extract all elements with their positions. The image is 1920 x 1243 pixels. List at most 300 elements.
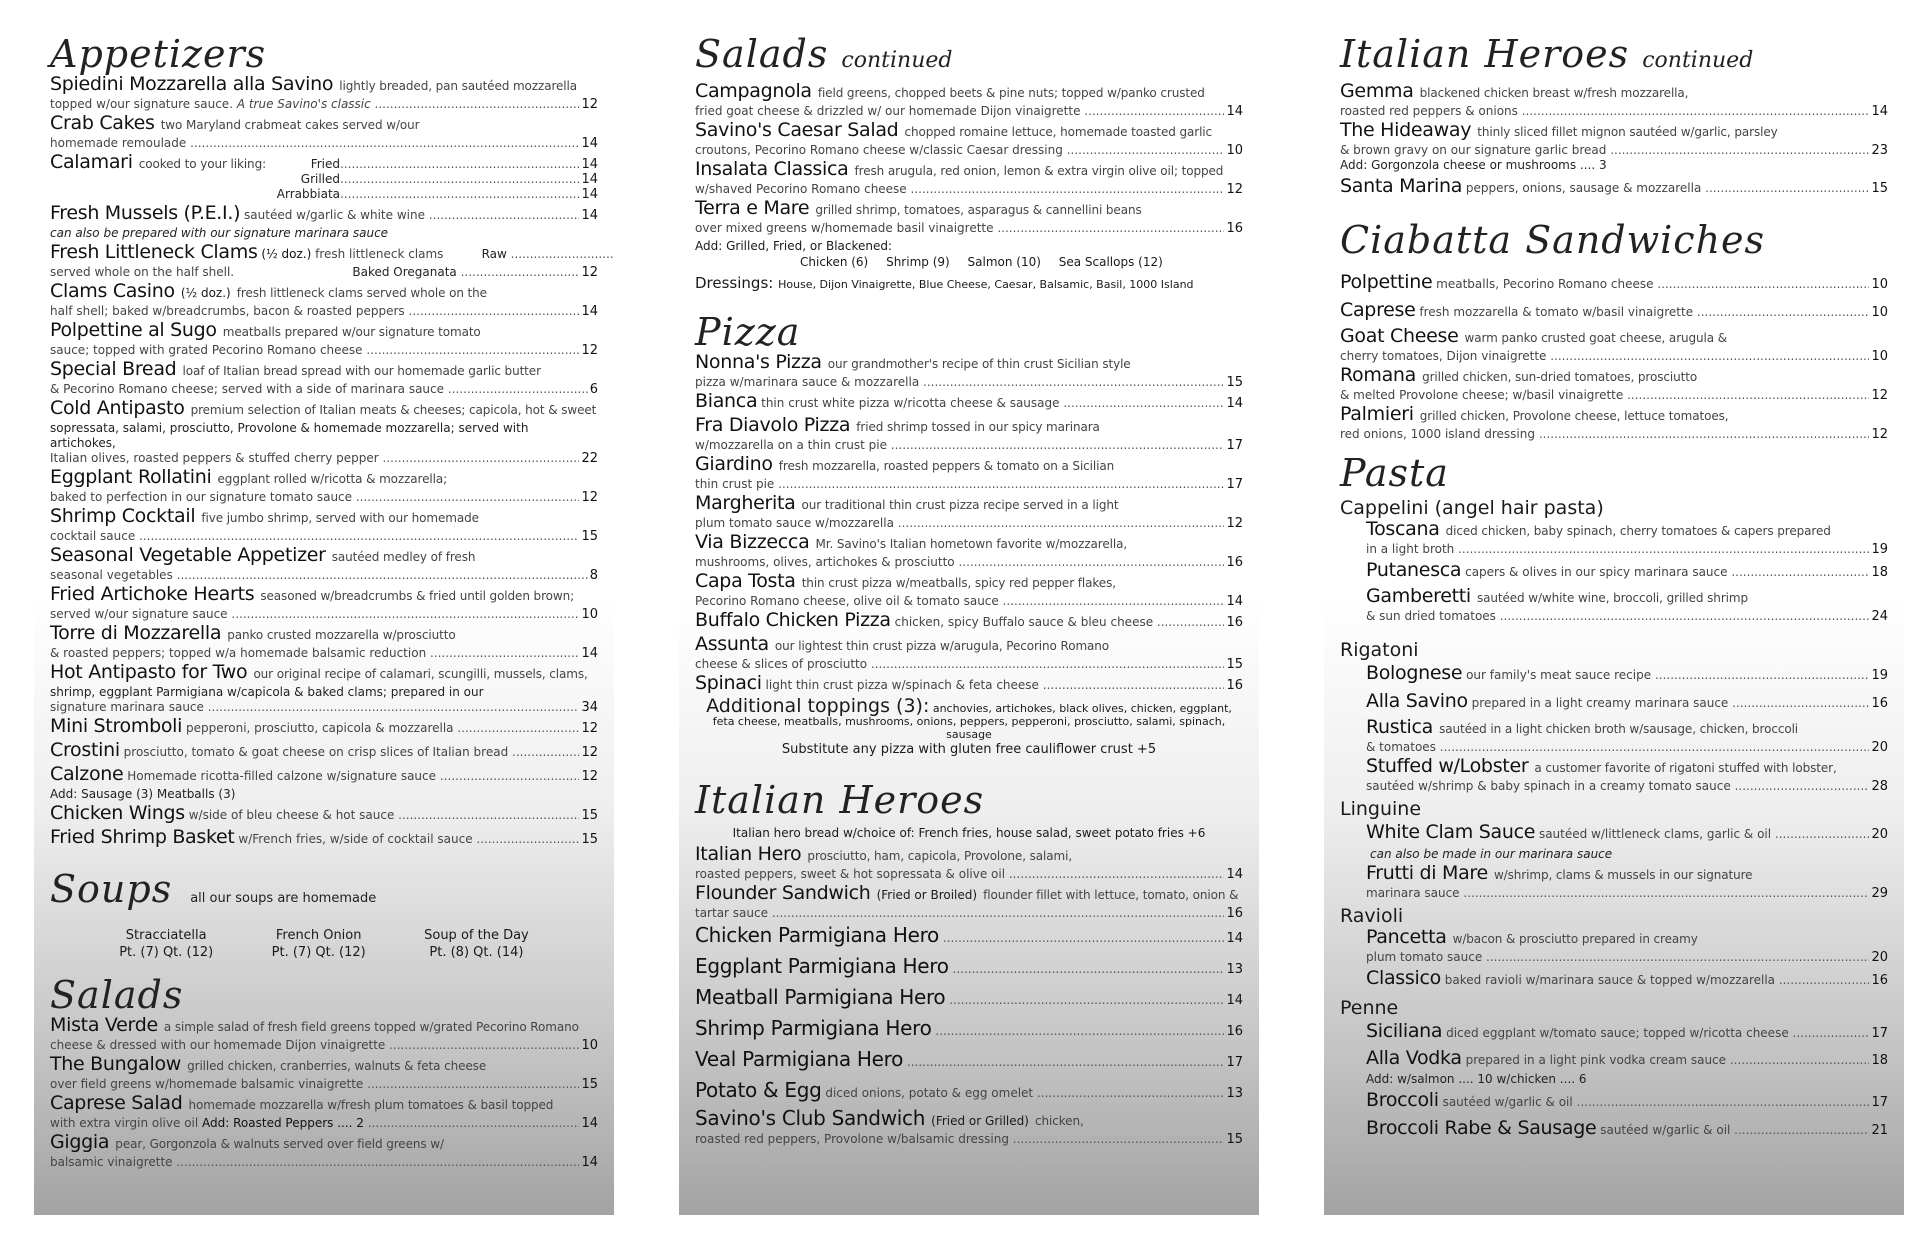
item-name: Putanesca	[1366, 559, 1462, 581]
item-price: 12	[1226, 516, 1243, 531]
item-name: Margherita	[695, 492, 796, 514]
item-price: 15	[1226, 1132, 1243, 1147]
menu-item	[1366, 519, 1888, 557]
item-desc: our lightest thin crust pizza w/arugula, Pecorino Romano	[774, 639, 1110, 653]
item-addon: Add: Sausage (3) Meatballs (3)	[50, 787, 236, 801]
menu-item	[695, 81, 1243, 119]
item-name: Shrimp Cocktail	[50, 505, 196, 527]
item-variant: Arrabbiata	[276, 187, 340, 201]
item-desc: meatballs, Pecorino Romano cheese	[1436, 277, 1654, 291]
item-name: Italian Hero	[695, 843, 802, 865]
toppings-list: feta cheese, meatballs, mushrooms, onions, peppers, pepperoni, prosciutto, salami, spinach, sausage	[712, 715, 1226, 741]
item-variant: Raw	[481, 247, 507, 261]
menu-item	[50, 467, 598, 505]
item-name: Siciliana	[1366, 1020, 1443, 1042]
item-desc: fresh littleneck clams served whole on the	[236, 286, 487, 300]
gluten-free-note: Substitute any pizza with gluten free cauliflower crust +5	[781, 742, 1157, 757]
menu-item	[1366, 756, 1888, 794]
menu-item	[1366, 1088, 1888, 1115]
item-desc: diced chicken, baby spinach, cherry tomatoes & capers prepared	[1445, 524, 1831, 538]
item-desc: half shell; baked w/breadcrumbs, bacon & roasted peppers .....	[50, 304, 579, 319]
item-desc: roasted peppers, sweet & hot sopressata & olive oil .....	[695, 867, 1224, 882]
menu-item	[50, 506, 598, 544]
item-desc: prepared in a light creamy marinara sauce	[1471, 696, 1729, 710]
item-desc: balsamic vinaigrette .....	[50, 1155, 579, 1170]
item-name: Frutti di Mare	[1366, 862, 1488, 884]
item-name: Santa Marina	[1340, 175, 1463, 197]
item-name: Buffalo Chicken Pizza	[695, 610, 891, 631]
item-desc: over mixed greens w/homemade basil vinaigrette .....	[695, 221, 1224, 236]
item-desc: prepared in a light pink vodka cream sauce	[1465, 1053, 1727, 1067]
item-desc: & Pecorino Romano cheese; served with a side of marinara sauce .....	[50, 382, 588, 397]
item-price: 20	[1871, 740, 1888, 755]
menu-item	[1340, 298, 1888, 325]
menu-item	[50, 74, 598, 112]
item-note: can also be made in our marinara sauce	[1370, 847, 1613, 861]
item-price: 16	[1226, 221, 1243, 236]
addon-option: Chicken (6)	[800, 255, 869, 269]
item-price: 15	[1871, 181, 1888, 196]
item-desc: two Maryland crabmeat cakes served w/our	[160, 118, 420, 132]
item-price: 15	[581, 808, 598, 823]
item-price: 12	[1226, 182, 1243, 197]
item-price: 20	[1871, 827, 1888, 842]
item-desc: chicken, spicy Buffalo sauce & bleu cheese	[894, 615, 1154, 629]
item-name: Campagnola	[695, 80, 812, 102]
item-price: 14	[1226, 867, 1243, 882]
item-desc: plum tomato sauce .....	[1366, 950, 1869, 965]
item-desc: w/side of bleu cheese & hot sauce	[188, 808, 395, 822]
item-name: Via Bizzecca	[695, 531, 810, 553]
pasta-category-ravioli: Ravioli	[1340, 905, 1404, 927]
item-name: Special Bread	[50, 358, 177, 380]
menu-item	[50, 662, 598, 715]
menu-panel-right	[1324, 26, 1904, 1215]
item-desc: mushrooms, olives, artichokes & prosciutto .....	[695, 555, 1224, 570]
item-desc: field greens, chopped beets & pine nuts; topped w/panko crusted	[817, 86, 1205, 100]
menu-item	[1340, 326, 1888, 364]
section-title-salads: Salads	[50, 973, 184, 1017]
item-desc: sautéed w/garlic & oil	[1600, 1123, 1731, 1137]
item-desc: fresh mozzarella, roasted peppers & tomato on a Sicilian	[778, 459, 1115, 473]
item-desc: grilled shrimp, tomatoes, asparagus & cannellini beans	[815, 203, 1142, 217]
item-desc: flounder fillet with lettuce, tomato, onion &	[983, 888, 1239, 902]
item-price: 17	[1226, 1055, 1243, 1070]
menu-item	[695, 673, 1243, 696]
item-desc: meatballs prepared w/our signature tomato	[222, 325, 481, 339]
menu-item	[695, 454, 1243, 492]
item-name: Toscana	[1366, 518, 1440, 540]
menu-item	[695, 1077, 1243, 1107]
item-price: 16	[1226, 1024, 1243, 1039]
menu-item	[1366, 863, 1888, 901]
continued-label: continued	[841, 48, 953, 73]
item-desc: blackened chicken breast w/fresh mozzarella,	[1419, 86, 1689, 100]
menu-item	[50, 1015, 598, 1053]
item-desc: sautéed medley of fresh	[331, 550, 476, 564]
menu-item	[695, 159, 1243, 197]
item-desc: fresh arugula, red onion, lemon & extra virgin olive oil; topped	[854, 164, 1224, 178]
item-name: Fried Artichoke Hearts	[50, 583, 255, 605]
item-addon: Add: w/salmon .... 10 w/chicken .... 6	[1366, 1072, 1587, 1086]
item-price: 17	[1871, 1026, 1888, 1041]
menu-item	[695, 415, 1243, 453]
menu-item	[50, 623, 598, 661]
menu-item	[50, 398, 598, 466]
item-name: Shrimp Parmigiana Hero	[695, 1016, 932, 1040]
item-desc: w/shaved Pecorino Romano cheese .....	[695, 182, 1224, 197]
item-name: Alla Savino	[1366, 690, 1468, 712]
item-price: 14	[1226, 104, 1243, 119]
item-desc: A true Savino's classic	[236, 97, 371, 111]
item-price: 16	[1226, 555, 1243, 570]
item-name: Nonna's Pizza	[695, 351, 822, 373]
menu-item	[695, 922, 1243, 952]
item-desc: cooked to your liking:	[138, 157, 267, 171]
item-price: 17	[1226, 477, 1243, 492]
item-desc: eggplant rolled w/ricotta & mozzarella;	[217, 472, 448, 486]
menu-item	[1366, 661, 1888, 688]
item-price: 10	[1871, 305, 1888, 320]
item-portion: (½ doz.)	[180, 286, 231, 300]
item-desc: our family's meat sauce recipe	[1466, 668, 1652, 682]
soup-sizes: Pt. (8) Qt. (14)	[429, 945, 524, 960]
menu-item	[1366, 820, 1888, 862]
item-name: Crostini	[50, 740, 120, 761]
item-price: 14	[581, 172, 598, 187]
menu-panel-left	[34, 26, 614, 1215]
item-desc: chicken,	[1035, 1114, 1084, 1128]
item-price: 12	[581, 265, 598, 280]
item-name: Capa Tosta	[695, 570, 796, 592]
menu-item	[1340, 404, 1888, 442]
item-desc: peppers, onions, sausage & mozzarella	[1465, 181, 1702, 195]
item-desc: red onions, 1000 island dressing .....	[1340, 427, 1869, 442]
menu-item	[50, 803, 598, 826]
item-price: 20	[1871, 950, 1888, 965]
item-desc: roasted red peppers, Provolone w/balsamic dressing .....	[695, 1132, 1224, 1147]
item-price: 16	[1226, 906, 1243, 921]
item-addon: Add: Gorgonzola cheese or mushrooms .... 3	[1340, 158, 1607, 172]
item-price: 16	[1871, 973, 1888, 988]
menu-item	[695, 571, 1243, 609]
menu-item	[50, 1132, 598, 1170]
menu-item	[50, 1093, 598, 1131]
item-desc: thin crust white pizza w/ricotta cheese & sausage	[761, 396, 1060, 410]
item-desc: a simple salad of fresh field greens topped w/grated Pecorino Romano	[163, 1020, 579, 1034]
item-desc: shrimp, eggplant Parmigiana w/capicola & baked clams; prepared in our	[50, 685, 484, 699]
item-desc: in a light broth .....	[1366, 542, 1869, 557]
menu-item	[50, 320, 598, 358]
item-name: Savino's Club Sandwich	[695, 1106, 926, 1130]
menu-item	[1340, 270, 1888, 297]
item-desc: fresh mozzarella & tomato w/basil vinaigrette	[1419, 305, 1694, 319]
section-title-italian-heroes: Italian Heroes	[695, 778, 985, 822]
item-desc: & tomatoes .....	[1366, 740, 1869, 755]
menu-item	[695, 120, 1243, 158]
item-name: Romana	[1340, 364, 1417, 386]
menu-item	[50, 359, 598, 397]
item-name: Polpettine	[1340, 271, 1433, 293]
item-desc: sautéed w/white wine, broccoli, grilled shrimp	[1476, 591, 1748, 605]
item-price: 14	[1226, 931, 1243, 946]
menu-item	[50, 152, 598, 202]
item-desc: & melted Provolone cheese; w/basil vinaigrette .....	[1340, 388, 1869, 403]
item-price: 14	[581, 157, 598, 172]
item-name: Terra e Mare	[695, 197, 810, 219]
menu-item	[695, 953, 1243, 983]
item-name: Fresh Littleneck Clams	[50, 241, 258, 263]
item-desc: w/mozzarella on a thin crust pie .....	[695, 438, 1224, 453]
menu-item	[695, 634, 1243, 672]
item-desc: diced eggplant w/tomato sauce; topped w/ricotta cheese	[1446, 1026, 1789, 1040]
menu-item	[1366, 966, 1888, 993]
menu-item	[1366, 586, 1888, 624]
item-desc: prosciutto, tomato & goat cheese on crisp slices of Italian bread	[123, 745, 509, 759]
item-name: White Clam Sauce	[1366, 821, 1536, 843]
menu-item	[50, 545, 598, 583]
item-price: 10	[1871, 277, 1888, 292]
item-name: Calamari	[50, 151, 133, 173]
menu-item	[1340, 174, 1888, 201]
soup-name: French Onion	[275, 928, 362, 943]
item-desc: tartar sauce .....	[695, 906, 1224, 921]
pasta-category-penne: Penne	[1340, 997, 1399, 1019]
soup-sizes: Pt. (7) Qt. (12)	[271, 945, 366, 960]
item-name: Caprese Salad	[50, 1092, 183, 1114]
item-price: 12	[1871, 427, 1888, 442]
item-desc: roasted red peppers & onions .....	[1340, 104, 1869, 119]
item-price: 18	[1871, 1053, 1888, 1068]
item-price: 14	[581, 187, 598, 202]
item-name: Hot Antipasto for Two	[50, 661, 248, 683]
item-price: 14	[581, 304, 598, 319]
soup-item	[119, 927, 213, 961]
item-price: 16	[1226, 615, 1243, 630]
section-title-salads-continued	[695, 34, 1243, 81]
item-desc: cheese & dressed with our homemade Dijon vinaigrette .....	[50, 1038, 579, 1053]
item-desc: with extra virgin olive oil	[50, 1116, 199, 1130]
item-price: 6	[589, 382, 598, 397]
dressings-list: House, Dijon Vinaigrette, Blue Cheese, Caesar, Balsamic, Basil, 1000 Island	[778, 278, 1194, 291]
menu-item	[1340, 365, 1888, 403]
item-name: Insalata Classica	[695, 158, 849, 180]
item-desc: chopped romaine lettuce, homemade toasted garlic	[904, 125, 1213, 139]
menu-item	[1366, 1047, 1888, 1087]
item-addon: Add: Roasted Peppers .... 2	[202, 1116, 364, 1130]
soup-list	[90, 927, 558, 961]
menu-panel-middle	[679, 26, 1259, 1215]
item-desc: Italian olives, roasted peppers & stuffed cherry pepper .....	[50, 451, 579, 466]
salad-addons	[695, 238, 1243, 270]
heroes-note: Italian hero bread w/choice of: French fries, house salad, sweet potato fries +6	[732, 826, 1206, 840]
pasta-category-linguine: Linguine	[1340, 798, 1422, 820]
item-price: 12	[581, 97, 598, 112]
item-option: (Fried or Grilled)	[931, 1114, 1029, 1128]
item-desc: topped w/our signature sauce.	[50, 97, 233, 111]
continued-label: continued	[1642, 48, 1754, 73]
item-desc: seasonal vegetables .....	[50, 568, 588, 583]
item-name: Seasonal Vegetable Appetizer	[50, 544, 326, 566]
item-name: Pancetta	[1366, 926, 1447, 948]
item-desc: homemade remoulade .....	[50, 136, 579, 151]
menu-item	[1366, 717, 1888, 755]
menu-item	[695, 198, 1243, 236]
item-option: (Fried or Broiled)	[876, 888, 978, 902]
dressings-label: Dressings:	[695, 274, 774, 292]
menu-item	[695, 1015, 1243, 1045]
item-desc: diced onions, potato & egg omelet	[825, 1086, 1034, 1100]
item-desc: sautéed w/garlic & white wine	[244, 208, 425, 222]
item-price: 21	[1871, 1123, 1888, 1138]
soup-item	[272, 927, 366, 961]
item-desc: five jumbo shrimp, served with our homemade	[201, 511, 479, 525]
item-desc: seasoned w/breadcrumbs & fried until golden brown;	[260, 589, 575, 603]
item-name: Assunta	[695, 633, 769, 655]
item-price: 10	[581, 607, 598, 622]
addon-option: Salmon (10)	[967, 255, 1041, 269]
item-price: 10	[581, 1038, 598, 1053]
item-name: Classico	[1366, 967, 1441, 989]
item-price: 23	[1871, 143, 1888, 158]
item-variant: Baked Oreganata	[352, 265, 457, 279]
soups-note: all our soups are homemade	[190, 891, 377, 906]
menu-item	[695, 493, 1243, 531]
item-desc: & brown gravy on our signature garlic bread .....	[1340, 143, 1869, 158]
item-name: Gamberetti	[1366, 585, 1471, 607]
item-desc: lightly breaded, pan sautéed mozzarella	[339, 79, 578, 93]
item-price: 14	[581, 136, 598, 151]
item-desc: warm panko crusted goat cheese, arugula &	[1464, 331, 1728, 345]
item-desc: grilled chicken, cranberries, walnuts & feta cheese	[187, 1059, 487, 1073]
item-name: Gemma	[1340, 80, 1414, 102]
soup-sizes: Pt. (7) Qt. (12)	[119, 945, 214, 960]
item-name: Potato & Egg	[695, 1078, 822, 1102]
item-desc: fried goat cheese & drizzled w/ our homemade Dijon vinaigrette .....	[695, 104, 1224, 119]
soup-item	[424, 927, 529, 961]
menu-item	[695, 883, 1243, 921]
item-name: Chicken Parmigiana Hero	[695, 923, 939, 947]
item-price: 14	[1226, 993, 1243, 1008]
item-desc: w/shrimp, clams & mussels in our signature	[1493, 868, 1753, 882]
item-name: Palmieri	[1340, 403, 1414, 425]
item-price: 14	[1871, 104, 1888, 119]
menu-item	[695, 1108, 1243, 1147]
item-name: Fresh Mussels (P.E.I.)	[50, 203, 241, 224]
menu-item	[50, 281, 598, 319]
soups-title: Soups	[50, 867, 173, 911]
item-desc: served w/our signature sauce .....	[50, 607, 579, 622]
addon-option: Shrimp (9)	[886, 255, 950, 269]
item-name: Cold Antipasto	[50, 397, 185, 419]
menu-item	[50, 242, 598, 280]
item-desc: w/bacon & prosciutto prepared in creamy	[1452, 932, 1698, 946]
item-name: Bolognese	[1366, 662, 1463, 684]
item-desc: capers & olives in our spicy marinara sauce	[1465, 565, 1728, 579]
item-price: 28	[1871, 779, 1888, 794]
item-price: 15	[581, 1077, 598, 1092]
menu-item	[695, 352, 1243, 390]
item-price: 15	[581, 832, 598, 847]
item-name: Flounder Sandwich	[695, 882, 871, 904]
item-price: 10	[1226, 143, 1243, 158]
addon-option: Sea Scallops (12)	[1058, 255, 1163, 269]
item-desc: fresh littleneck clams	[315, 247, 444, 261]
item-price: 16	[1226, 678, 1243, 693]
item-desc: croutons, Pecorino Romano cheese w/classic Caesar dressing .....	[695, 143, 1224, 158]
section-title-pizza: Pizza	[695, 310, 801, 354]
item-desc: our traditional thin crust pizza recipe served in a light	[801, 498, 1119, 512]
item-desc: sautéed w/littleneck clams, garlic & oil	[1538, 827, 1772, 841]
item-price: 12	[581, 490, 598, 505]
item-name: Fried Shrimp Basket	[50, 827, 235, 848]
item-desc: thin crust pie .....	[695, 477, 1224, 492]
item-name: The Hideaway	[1340, 119, 1472, 141]
item-desc: sauce; topped with grated Pecorino Romano cheese .....	[50, 343, 579, 358]
item-note: can also be prepared with our signature marinara sauce	[50, 226, 389, 240]
item-name: Broccoli Rabe & Sausage	[1366, 1117, 1597, 1139]
menu-item	[1340, 120, 1888, 173]
item-price: 13	[1226, 962, 1243, 977]
menu-item	[50, 827, 598, 850]
item-price: 12	[581, 721, 598, 736]
item-price: 22	[581, 451, 598, 466]
item-price: 14	[581, 208, 598, 223]
item-name: Savino's Caesar Salad	[695, 119, 899, 141]
item-name: Veal Parmigiana Hero	[695, 1047, 904, 1071]
item-name: Stuffed w/Lobster	[1366, 755, 1529, 777]
item-desc: grilled chicken, Provolone cheese, lettuce tomatoes,	[1419, 409, 1729, 423]
menu-item	[1366, 1019, 1888, 1046]
item-price: 8	[589, 568, 598, 583]
item-name: Bianca	[695, 391, 758, 412]
item-name: The Bungalow	[50, 1053, 182, 1075]
item-desc: signature marinara sauce .....	[50, 700, 579, 715]
menu-item	[50, 113, 598, 151]
item-name: Mini Stromboli	[50, 716, 183, 737]
item-name: Chicken Wings	[50, 803, 185, 824]
item-name: Goat Cheese	[1340, 325, 1459, 347]
menu-item	[50, 1054, 598, 1092]
menu-item	[1366, 558, 1888, 585]
item-desc: sautéed in a light chicken broth w/sausage, chicken, broccoli	[1439, 722, 1799, 736]
item-price: 34	[581, 700, 598, 715]
item-price: 17	[1226, 438, 1243, 453]
menu-item	[1340, 81, 1888, 119]
item-name: Calzone	[50, 764, 124, 785]
item-desc: served whole on the half shell.	[50, 265, 235, 279]
item-desc: Mr. Savino's Italian hometown favorite w/mozzarella,	[815, 537, 1128, 551]
menu-item	[1366, 689, 1888, 716]
item-name: Fra Diavolo Pizza	[695, 414, 851, 436]
item-price: 14	[581, 1116, 598, 1131]
item-desc: cheese & slices of prosciutto .....	[695, 657, 1224, 672]
item-name: Eggplant Rollatini	[50, 466, 212, 488]
item-price: 24	[1871, 609, 1888, 624]
item-desc: plum tomato sauce w/mozzarella .....	[695, 516, 1224, 531]
item-price: 14	[581, 646, 598, 661]
item-desc: sopressata, salami, prosciutto, Provolone & homemade mozzarella; served with artichokes,	[50, 421, 529, 450]
item-desc: cherry tomatoes, Dijon vinaigrette .....	[1340, 349, 1869, 364]
item-desc: premium selection of Italian meats & cheeses; capicola, hot & sweet	[190, 403, 597, 417]
item-desc: w/French fries, w/side of cocktail sauce	[238, 832, 473, 846]
item-price: 17	[1871, 1095, 1888, 1110]
item-desc: pepperoni, prosciutto, capicola & mozzarella	[185, 721, 454, 735]
item-desc: fried shrimp tossed in our spicy marinara	[856, 420, 1100, 434]
item-desc: homemade mozzarella w/fresh plum tomatoes & basil topped	[188, 1098, 554, 1112]
item-desc: cocktail sauce .....	[50, 529, 579, 544]
item-desc: light thin crust pizza w/spinach & feta cheese	[765, 678, 1039, 692]
